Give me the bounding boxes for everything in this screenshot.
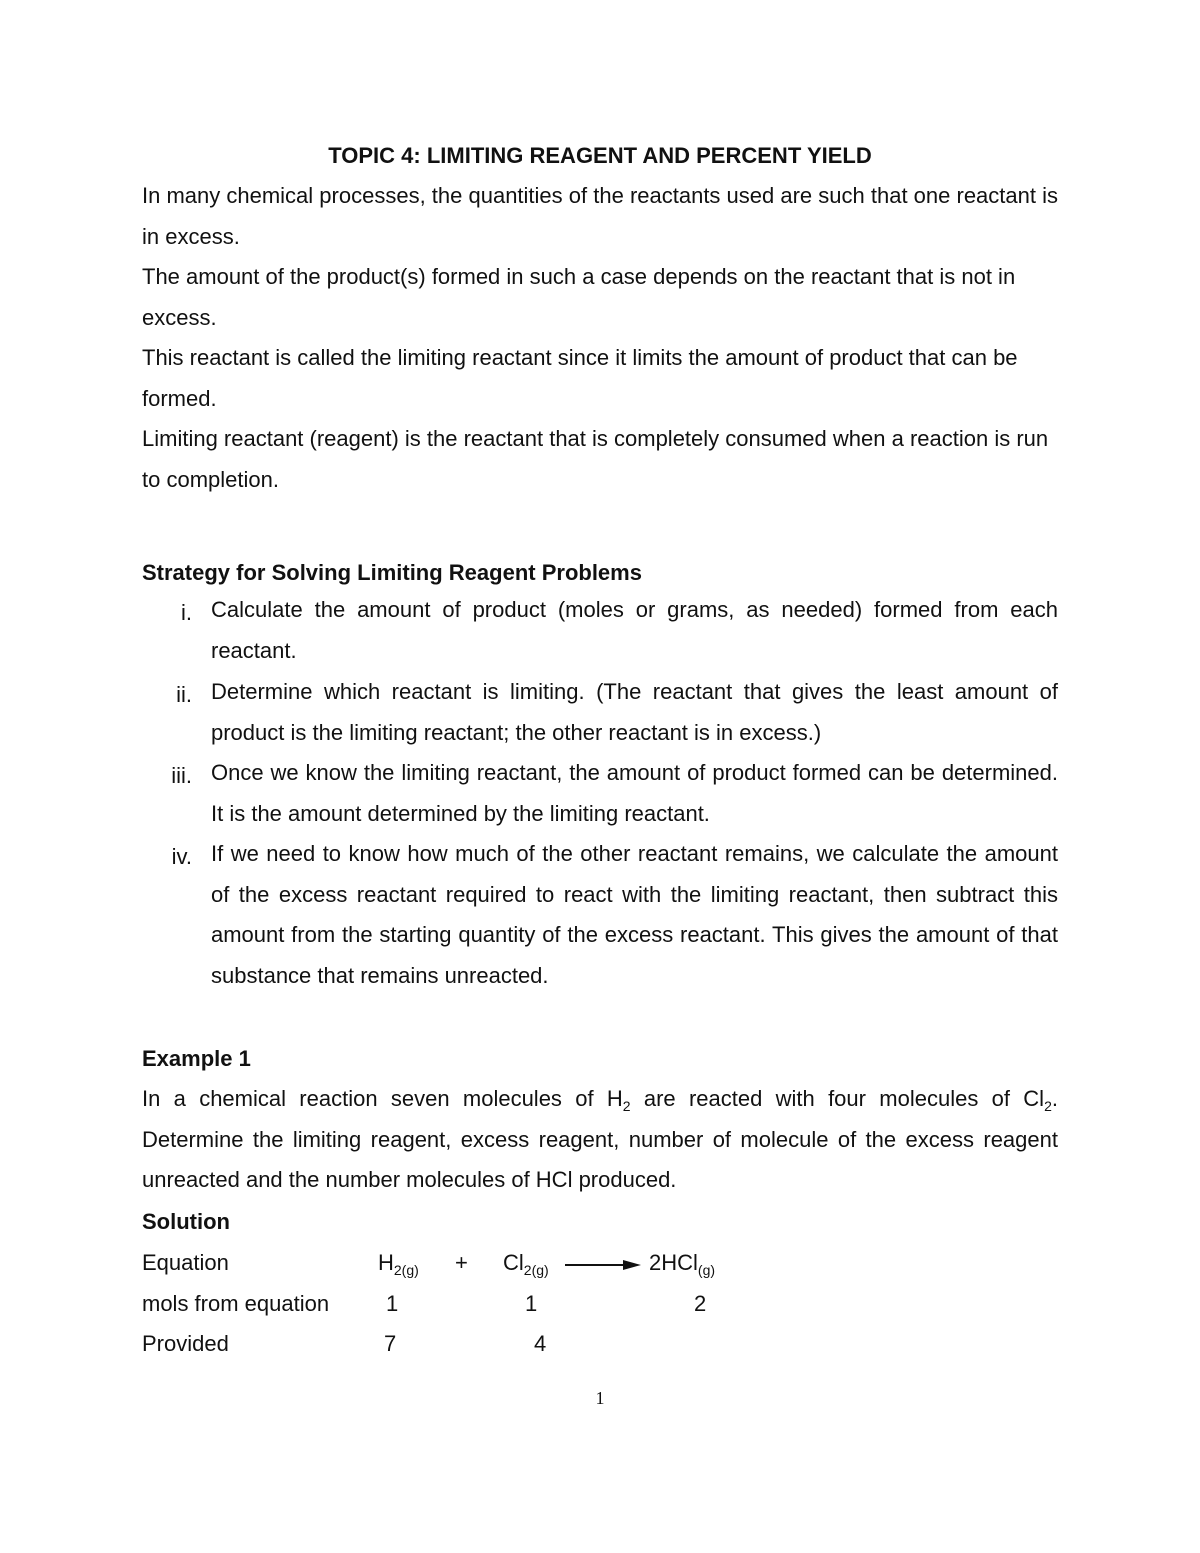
strategy-item-number: ii.: [176, 682, 192, 707]
formula-text: H: [378, 1250, 394, 1275]
provided-label: Provided: [142, 1331, 229, 1356]
subscript: 2: [622, 1098, 631, 1114]
intro-paragraph-1: In many chemical processes, the quantities of the reactants used are such that one reactant is in excess.: [142, 183, 1058, 249]
reaction-arrow-icon: [565, 1257, 641, 1273]
example-question-part: Determine the limiting reagent, excess reagent, number of molecule of the excess reagent unreacted and the number molecules of HCl produced.: [142, 1126, 1058, 1192]
intro-paragraph-4: Limiting reactant (reagent) is the reactant that is completely consumed when a reaction is run to completion.: [142, 426, 1049, 492]
example-question-part: In a chemical reaction seven molecules of H: [142, 1086, 623, 1111]
strategy-item-text: Determine which reactant is limiting. (The reactant that gives the least amount of product is the limiting reactant; the other reactant is in excess.): [211, 679, 1058, 745]
intro-paragraph-2: The amount of the product(s) formed in such a case depends on the reactant that is not in excess.: [142, 264, 1016, 330]
provided-value: 4: [534, 1331, 547, 1356]
intro-paragraph-3: This reactant is called the limiting reactant since it limits the amount of product that can be formed.: [142, 345, 1018, 411]
product-hcl: [649, 1250, 715, 1276]
reactant-cl2: [503, 1250, 549, 1276]
strategy-heading: Strategy for Solving Limiting Reagent Problems: [142, 560, 642, 585]
subscript: (g): [697, 1262, 716, 1278]
example-question-part: .: [1051, 1086, 1058, 1111]
example-heading: Example 1: [142, 1046, 251, 1071]
example-question: [142, 1079, 1058, 1201]
subscript: 2: [1044, 1098, 1052, 1114]
page-title: TOPIC 4: LIMITING REAGENT AND PERCENT YIELD: [328, 143, 872, 168]
reactant-h2: [378, 1250, 419, 1276]
mols-value: 1: [525, 1291, 538, 1316]
subscript: 2(g): [393, 1262, 419, 1278]
solution-heading: Solution: [142, 1209, 230, 1234]
formula-text: 2HCl: [649, 1250, 698, 1275]
page-number: 1: [595, 1388, 605, 1408]
strategy-item-text: If we need to know how much of the other reactant remains, we calculate the amount of the excess reactant required to react with the limiting reactant, then subtract this amount from the starting quantity of the excess reactant. This gives the amount of that substance that remains unreacted.: [211, 841, 1058, 988]
mols-value: 2: [694, 1291, 707, 1316]
subscript: 2(g): [523, 1262, 549, 1278]
formula-text: Cl: [503, 1250, 524, 1275]
equation-label: Equation: [142, 1250, 229, 1275]
example-question-part: are reacted with four molecules of Cl: [630, 1086, 1045, 1111]
strategy-item-number: i.: [181, 600, 192, 625]
strategy-item-number: iii.: [171, 763, 192, 788]
provided-value: 7: [384, 1331, 397, 1356]
strategy-item-number: iv.: [171, 844, 192, 869]
plus-sign: +: [455, 1250, 468, 1275]
strategy-item-text: Once we know the limiting reactant, the amount of product formed can be determined. It is the amount determined by the limiting reactant.: [211, 760, 1058, 826]
mols-value: 1: [386, 1291, 399, 1316]
mols-label: mols from equation: [142, 1291, 330, 1316]
strategy-item-text: Calculate the amount of product (moles or grams, as needed) formed from each reactant.: [211, 597, 1058, 663]
